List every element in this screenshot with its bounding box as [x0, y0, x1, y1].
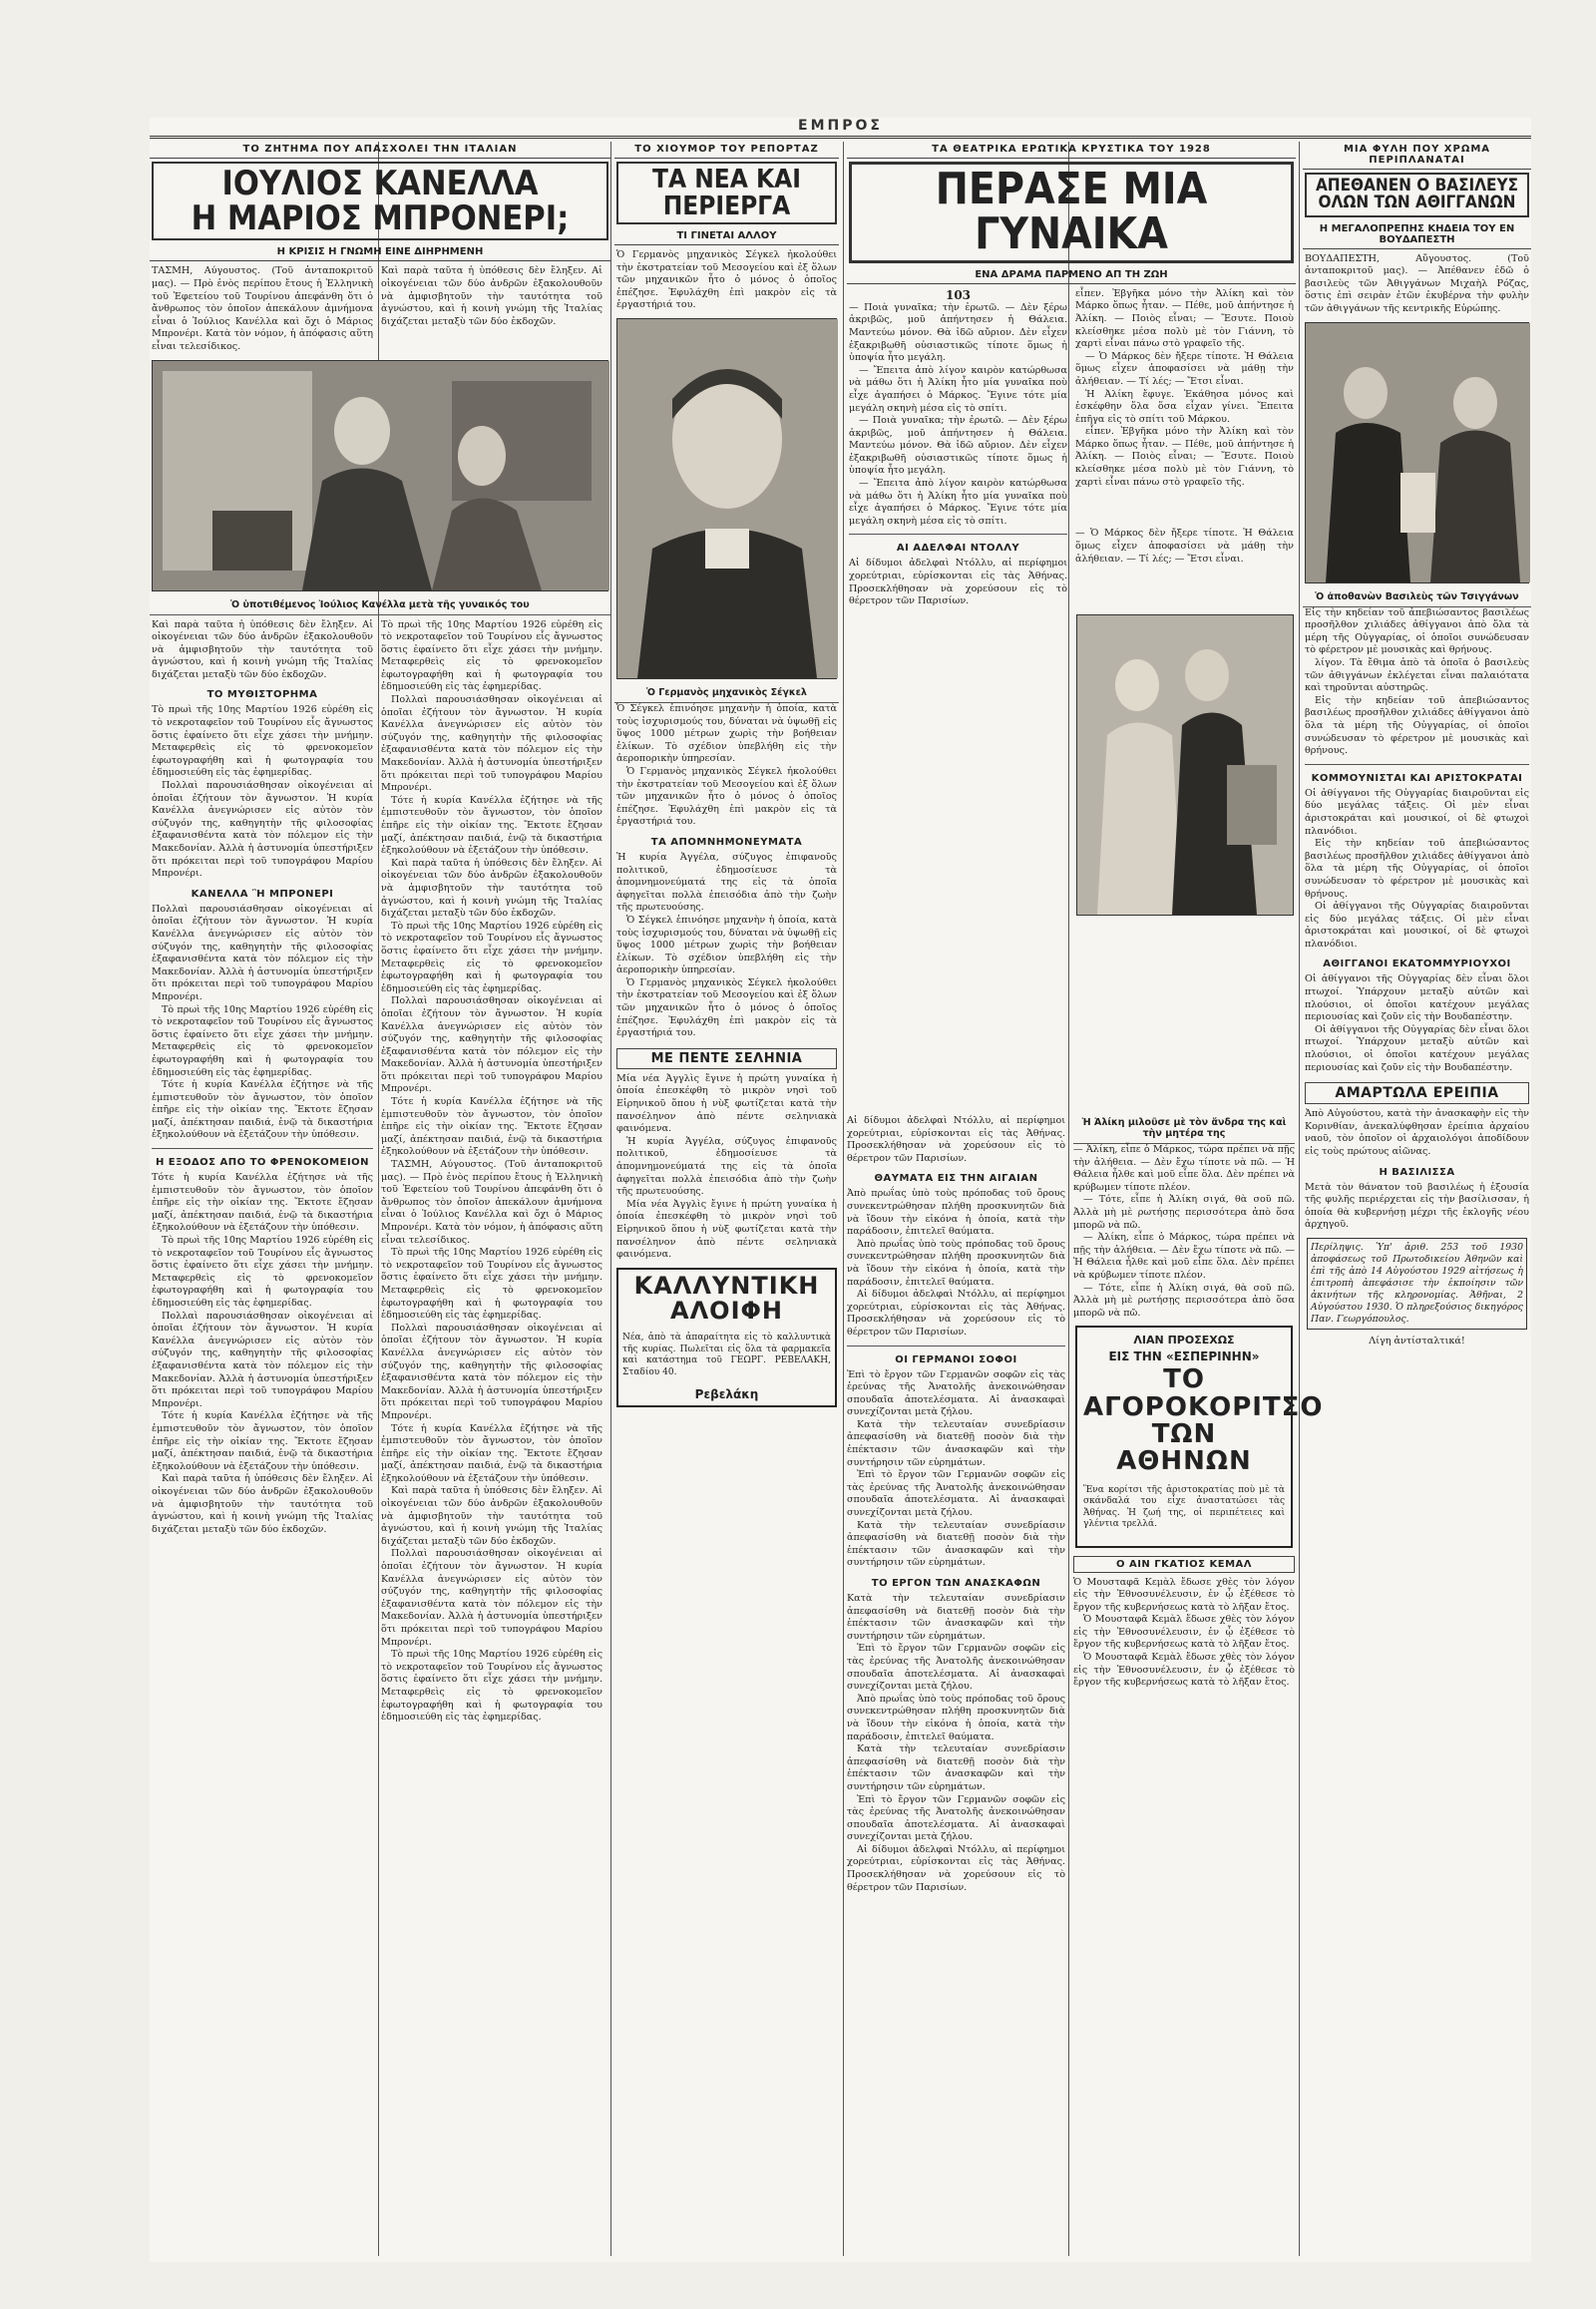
photo-caption: Ὁ Γερμανὸς μηχανικὸς Σέγκελ	[614, 685, 839, 703]
ad-footer: Ρεβελάκη	[694, 1387, 759, 1402]
article-text: Ἐπὶ τὸ ἔργον τῶν Γερμανῶν σοφῶν εἰς τὰς ἐρεύνας τῆς Ἀνατολῆς ἀνεκοινώθησαν σπουδαῖα ἀποτελέσματα. Αἱ ἀνασκαφαὶ συνεχίζονται μετὰ ζήλου.	[847, 1368, 1065, 1418]
subheading: ΘΑΥΜΑΤΑ ΕΙΣ ΤΗΝ ΑΙΓΑΙΑΝ	[874, 1173, 1038, 1185]
article-gypsy-king	[1303, 142, 1531, 2256]
serial-text: — Ὁ Μάρκος δὲν ἤξερε τίποτε. Ἡ Θάλεια ὅμως εἶχεν ἀποφασίσει νὰ μάθῃ τὴν ἀλήθειαν. — Τί λές; — Ἔτσι εἶναι.	[1075, 350, 1294, 387]
article-text: Εἰς τὴν κηδείαν τοῦ ἀπεβιώσαντος βασιλέως προσῆλθον χιλιάδες ἀθίγγανοι ἀπὸ ὅλα τὰ μέρη τῆς Οὐγγαρίας, οἱ ὁποῖοι συνώδευσαν τὸ φέρετρον μὲ μουσικὰς καὶ θρήνους.	[1305, 838, 1529, 900]
article-text: Ὁ Γερμανὸς μηχανικὸς Σέγκελ ἠκολούθει τὴν ἐκστρατείαν τοῦ Μεσογείου καὶ ἐξ ὅλων τῶν μηχανικῶν ἦτο ὁ μόνος ὁ ὁποῖος ἐπέζησε. Ἐφυλάχθη ἐπὶ μακρὸν εἰς τὰ ἐργαστήριά του.	[616, 765, 837, 828]
advertisement-ointment	[616, 1268, 837, 1407]
article-kanella	[150, 142, 610, 2256]
installment-number: 103	[945, 287, 972, 302]
subheading: Ο ΑΙΝ ΓΚΑΤΙΟΣ ΚΕΜΑΛ	[1073, 1556, 1295, 1573]
column-kicker: ΤΟ ΧΙΟΥΜΟΡ ΤΟΥ ΡΕΠΟΡΤΑΖ	[614, 142, 839, 159]
ad-title: ΚΑΛΛΥΝΤΙΚΗ ΑΛΟΙΦΗ	[633, 1271, 820, 1325]
article-text: Καὶ παρὰ ταῦτα ἡ ὑπόθεσις δὲν ἔληξεν. Αἱ οἰκογένειαι τῶν δύο ἀνδρῶν ἐξακολουθοῦν νὰ ἀμφισβητοῦν τὴν ταυτότητα τοῦ ἀγνώστου, καὶ ἡ κοινὴ γνώμη τῆς Ἰταλίας διχάζεται μεταξὺ τῶν δύο ἐκδοχῶν.	[152, 618, 373, 680]
serial-text: — Ποιὰ γυναῖκα; τὴν ἐρωτῶ. — Δὲν ξέρω ἀκριβῶς, μοῦ ἀπήντησεν ἡ Θάλεια. Μαντεύω μόνον. Θὰ ἰδῶ αὔριον. Δὲν εἶχεν ἐξακριβωθῆ οὐσιαστικῶς τίποτε ὅμως ἡ ὑποψία ἦτο μεγάλη.	[849, 415, 1067, 477]
headline-box	[616, 162, 837, 224]
column-curiosities	[614, 142, 839, 2256]
article-text: Αἱ δίδυμοι ἀδελφαὶ Ντόλλυ, αἱ περίφημοι χορεύτριαι, εὑρίσκονται εἰς τὰς Ἀθήνας. Προσεκλήθησαν νὰ χορεύσουν εἰς τὸ θέρετρον τῶν Παρισίων.	[847, 1843, 1065, 1893]
ad-text: Νέα, ἀπὸ τὰ ἀπαραίτητα εἰς τὸ καλλυντικὰ τῆς κυρίας. Πωλεῖται εἰς ὅλα τὰ φαρμακεῖα καὶ κατάστημα τοῦ ΓΕΩΡΓ. ΡΕΒΕΛΑΚΗ, Σταδίου 40.	[622, 1333, 831, 1377]
subheading: Η ΒΑΣΙΛΙΣΣΑ	[1379, 1166, 1455, 1178]
serial-kicker: ΤΑ ΘΕΑΤΡΙΚΑ ΕΡΩΤΙΚΑ ΚΡΥΣΤΙΚΑ ΤΟΥ 1928	[847, 142, 1296, 159]
legal-notice: Περίληψις. Ὑπ' ἀριθ. 253 τοῦ 1930 ἀποφάσεως τοῦ Πρωτοδικείου Ἀθηνῶν καὶ ἐπὶ τῆς ἀπὸ 14 Αὐγούστου 1929 αἰτήσεως ἡ ἐπιτροπὴ ἀπεφάσισε τὴν ἐκποίησιν τῶν ἀκινήτων τῆς κληρονομίας. Ἀθῆναι, 2 Αὐγούστου 1930. Ὁ πληρεξούσιος δικηγόρος Παν. Γεωργόπουλος.	[1307, 1238, 1527, 1330]
article-text: Οἱ ἀθίγγανοι τῆς Οὐγγαρίας δὲν εἶναι ὅλοι πτωχοί. Ὑπάρχουν μεταξὺ αὐτῶν καὶ πλούσιοι, οἱ ὁποῖοι κατέχουν μεγάλας περιουσίας καὶ ζοῦν εἰς τὴν Βουδαπέστην.	[1305, 973, 1529, 1023]
article-text: Ἀπὸ πρωΐας ὑπὸ τοὺς πρόποδας τοῦ ὄρους συνεκεντρώθησαν πλήθη προσκυνητῶν διὰ νὰ ἴδουν τὴν εἰκόνα ἡ ὁποία, κατὰ τὴν παράδοσιν, ἐπιτελεῖ θαύματα.	[847, 1188, 1065, 1238]
headline: ΙΟΥΛΙΟΣ ΚΑΝΕΛΛΑ	[221, 164, 539, 203]
article-kicker: ΜΙΑ ΦΥΛΗ ΠΟΥ ΧΡΩΜΑ ΠΕΡΙΠΛΑΝΑΤΑΙ	[1303, 142, 1531, 170]
article-text: Ὁ Γερμανὸς μηχανικὸς Σέγκελ ἠκολούθει τὴν ἐκστρατείαν τοῦ Μεσογείου καὶ ἐξ ὅλων τῶν μηχανικῶν ἦτο ὁ μόνος ὁ ὁποῖος ἐπέζησε. Ἐφυλάχθη ἐπὶ μακρὸν εἰς τὰ ἐργαστήριά του.	[616, 249, 837, 311]
article-text: Μία νέα Ἀγγλὶς ἔγινε ἡ πρώτη γυναίκα ἡ ὁποία ἐπεσκέφθη τὸ μικρὸν νησὶ τοῦ Εἰρηνικοῦ ὅπου ἡ νὺξ φωτίζεται κατὰ τὴν πανσέληνον ἀπὸ πέντε σεληνιακὰ φαινόμενα.	[616, 1198, 837, 1261]
photo-caption: Ἡ Ἀλίκη μιλοῦσε μὲ τὸν ἄνδρα της καὶ τὴν μητέρα της	[1073, 1115, 1295, 1144]
article-text: Καὶ παρὰ ταῦτα ἡ ὑπόθεσις δὲν ἔληξεν. Αἱ οἰκογένειαι τῶν δύο ἀνδρῶν ἐξακολουθοῦν νὰ ἀμφισβητοῦν τὴν ταυτότητα τοῦ ἀγνώστου, καὶ ἡ κοινὴ γνώμη τῆς Ἰταλίας διχάζεται μεταξὺ τῶν δύο ἐκδοχῶν.	[381, 265, 602, 327]
column-rule	[1299, 142, 1300, 2256]
article-text: Τότε ἡ κυρία Κανέλλα ἐζήτησε νὰ τῆς ἐμπιστευθοῦν τὸν ἄγνωστον, τὸν ὁποῖον ἐπῆρε εἰς τὴν οἰκίαν της. Ἔκτοτε ἔζησαν μαζί, ἀπέκτησαν παιδιά, ἐνῷ τὰ δικαστήρια ἐξηκολούθουν νὰ ἐξετάζουν τὴν ὑπόθεσιν.	[152, 1079, 373, 1141]
article-text: Μία νέα Ἀγγλὶς ἔγινε ἡ πρώτη γυναίκα ἡ ὁποία ἐπεσκέφθη τὸ μικρὸν νησὶ τοῦ Εἰρηνικοῦ ὅπου ἡ νὺξ φωτίζεται κατὰ τὴν πανσέληνον ἀπὸ πέντε σεληνιακὰ φαινόμενα.	[616, 1072, 837, 1135]
article-text: Καὶ παρὰ ταῦτα ἡ ὑπόθεσις δὲν ἔληξεν. Αἱ οἰκογένειαι τῶν δύο ἀνδρῶν ἐξακολουθοῦν νὰ ἀμφισβητοῦν τὴν ταυτότητα τοῦ ἀγνώστου, καὶ ἡ κοινὴ γνώμη τῆς Ἰταλίας διχάζεται μεταξὺ τῶν δύο ἐκδοχῶν.	[381, 1485, 602, 1547]
photo-kanella	[152, 360, 608, 591]
article-deck: Η ΚΡΙΣΙΣ Η ΓΝΩΜΗ ΕΙΝΕ ΔΙΗΡΗΜΕΝΗ	[150, 243, 610, 261]
top-rule	[150, 136, 1531, 139]
headline-box	[152, 162, 608, 240]
article-text: Οἱ ἀθίγγανοι τῆς Οὐγγαρίας διαιροῦνται εἰς δύο μεγάλας τάξεις. Οἱ μὲν εἶναι ἀριστοκράται καὶ μουσικοί, οἱ δὲ φτωχοὶ πλανόδιοι.	[1305, 901, 1529, 950]
subheading: Η ΕΞΟΔΟΣ ΑΠΟ ΤΟ ΦΡΕΝΟΚΟΜΕΙΟΝ	[155, 1157, 370, 1169]
subheading: ΚΑΝΕΛΛΑ Ἢ ΜΠΡΟΝΕΡΙ	[191, 888, 334, 900]
serial-text: — Ἔπειτα ἀπὸ λίγον καιρὸν κατώρθωσα νὰ μάθω ὅτι ἡ Ἀλίκη ἦτο μία γυναῖκα ποὺ εἶχε ἀγαπήσει ὁ Μάρκος. Ἔγινε τότε μία μεγάλη σκηνὴ μέσα εἰς τὸ σπίτι.	[849, 364, 1067, 414]
serial-text: εἶπεν. Ἐβγῆκα μόνο τὴν Ἀλίκη καὶ τὸν Μάρκο ὅπως ἦταν. — Πέθε, μοῦ ἀπήντησε ἡ Ἀλίκη. — Ποιὸς εἶναι; — Ἔσυτε. Ποιοὺ κλείσθηκε μέσα πολὺ μὲ τὸν Γιάννη, τὸ χαρτὶ εἶναι πάνω στὸ γραφεῖο τῆς.	[1075, 426, 1294, 488]
subheading: ΑΘΙΓΓΑΝΟΙ ΕΚΑΤΟΜΜΥΡΙΟΥΧΟΙ	[1323, 959, 1511, 970]
article-text: Ὁ Σέγκελ ἐπινόησε μηχανὴν ἡ ὁποία, κατὰ τοὺς ἰσχυρισμούς του, δύναται νὰ ὑψωθῇ εἰς ὕψος 1000 μέτρων χωρὶς τὴν βοήθειαν ἑλίκων. Τὸ σχέδιον ὑπεβλήθη εἰς τὴν ἀεροπορικὴν ὑπηρεσίαν.	[616, 914, 837, 976]
article-text: ΤΑΣΜΗ, Αύγουστος. (Τοῦ ἀνταποκριτοῦ μας). — Πρὸ ἑνὸς περίπου ἔτους ἡ Ἑλληνικὴ τοῦ Ἐφετείου τοῦ Τουρίνου ἀπεφάνθη ὅτι ὁ ἄνθρωπος τὸν ὁποῖον ἀπεκάλουν ἀμνήμονα εἶναι ὁ Ἰούλιος Κανέλλα καὶ ὄχι ὁ Μάριος Μπρονέρι. Κατὰ τὸν νόμον, ἡ ἀπόφασις αὕτη εἶναι τελεσίδικος.	[381, 1159, 602, 1246]
headline-box	[1305, 173, 1529, 217]
article-deck: Η ΜΕΓΑΛΟΠΡΕΠΗΣ ΚΗΔΕΙΑ ΤΟΥ ΕΝ ΒΟΥΔΑΠΕΣΤΗ	[1303, 220, 1531, 249]
article-text: Αἱ δίδυμοι ἀδελφαὶ Ντόλλυ, αἱ περίφημοι χορεύτριαι, εὑρίσκονται εἰς τὰς Ἀθήνας. Προσεκλήθησαν νὰ χορεύσουν εἰς τὸ θέρετρον τῶν Παρισίων.	[847, 1289, 1065, 1338]
article-text: Τὸ πρωὶ τῆς 10ης Μαρτίου 1926 εὑρέθη εἰς τὸ νεκροταφεῖον τοῦ Τουρίνου εἷς ἄγνωστος ὅστις ἐφαίνετο ὅτι εἶχε χάσει τὴν μνήμην. Μεταφερθεὶς εἰς τὸ φρενοκομεῖον ἐφωτογραφήθη καὶ ἡ φωτογραφία του ἐδημοσιεύθη εἰς τὰς ἐφημερίδας.	[152, 1235, 373, 1309]
article-text: Πολλαὶ παρουσιάσθησαν οἰκογένειαι αἱ ὁποῖαι ἐζήτουν τὸν ἄγνωστον. Ἡ κυρία Κανέλλα ἀνεγνώρισεν εἰς αὐτὸν τὸν σύζυγόν της, καθηγητὴν τῆς φιλοσοφίας ἐξαφανισθέντα κατὰ τὸν πόλεμον εἰς τὴν Μακεδονίαν. Ἀλλὰ ἡ ἀστυνομία ὑπεστήριξεν ὅτι πρόκειται περὶ τοῦ τυπογράφου Μαρίου Μπρονέρι.	[152, 903, 373, 1002]
article-text: Τὸ πρωὶ τῆς 10ης Μαρτίου 1926 εὑρέθη εἰς τὸ νεκροταφεῖον τοῦ Τουρίνου εἷς ἄγνωστος ὅστις ἐφαίνετο ὅτι εἶχε χάσει τὴν μνήμην. Μεταφερθεὶς εἰς τὸ φρενοκομεῖον ἐφωτογραφήθη καὶ ἡ φωτογραφία του ἐδημοσιεύθη εἰς τὰς ἐφημερίδας.	[381, 1247, 602, 1322]
ad-title: ΤΟ ΑΓΟΡΟΚΟΡΙΤΣΟ ΤΩΝ ΑΘΗΝΩΝ	[1083, 1364, 1324, 1477]
newspaper-page	[150, 118, 1531, 2262]
serial-text: — Ἀλίκη, εἶπε ὁ Μάρκος, τώρα πρέπει νὰ πῇς τὴν ἀλήθεια. — Δὲν ἔχω τίποτε νὰ πῶ. — Ἡ Θάλεια ἦλθε καὶ μοῦ εἶπε ὅλα. Δὲν πρέπει νὰ κρύβωμεν τίποτε πλέον.	[1073, 1232, 1295, 1281]
subheading-boxed: ΜΕ ΠΕΝΤΕ ΣΕΛΗΝΙΑ	[616, 1048, 837, 1069]
article-text: Τότε ἡ κυρία Κανέλλα ἐζήτησε νὰ τῆς ἐμπιστευθοῦν τὸν ἄγνωστον, τὸν ὁποῖον ἐπῆρε εἰς τὴν οἰκίαν της. Ἔκτοτε ἔζησαν μαζί, ἀπέκτησαν παιδιά, ἐνῷ τὰ δικαστήρια ἐξηκολούθουν νὰ ἐξετάζουν τὴν ὑπόθεσιν.	[381, 1422, 602, 1484]
article-text: Οἱ ἀθίγγανοι τῆς Οὐγγαρίας διαιροῦνται εἰς δύο μεγάλας τάξεις. Οἱ μὲν εἶναι ἀριστοκράται καὶ μουσικοί, οἱ δὲ φτωχοὶ πλανόδιοι.	[1305, 787, 1529, 837]
article-text: Τὸ πρωὶ τῆς 10ης Μαρτίου 1926 εὑρέθη εἰς τὸ νεκροταφεῖον τοῦ Τουρίνου εἷς ἄγνωστος ὅστις ἐφαίνετο ὅτι εἶχε χάσει τὴν μνήμην. Μεταφερθεὶς εἰς τὸ φρενοκομεῖον ἐφωτογραφήθη καὶ ἡ φωτογραφία του ἐδημοσιεύθη εἰς τὰς ἐφημερίδας.	[152, 704, 373, 779]
serial-text: εἶπεν. Ἐβγῆκα μόνο τὴν Ἀλίκη καὶ τὸν Μάρκο ὅπως ἦταν. — Πέθε, μοῦ ἀπήντησε ἡ Ἀλίκη. — Ποιὸς εἶναι; — Ἔσυτε. Ποιοὺ κλείσθηκε μέσα πολὺ μὲ τὸν Γιάννη, τὸ χαρτὶ εἶναι πάνω στὸ γραφεῖο τῆς.	[1075, 287, 1294, 350]
article-text: Κατὰ τὴν τελευταίαν συνεδρίασιν ἀπεφασίσθη νὰ διατεθῇ ποσὸν διὰ τὴν ἐπέκτασιν τῶν ἀνασκαφῶν καὶ τὴν συντήρησιν τῶν εὑρημάτων.	[847, 1743, 1065, 1792]
article-lead: ΒΟΥΔΑΠΕΣΤΗ, Αὔγουστος. (Τοῦ ἀνταποκριτοῦ μας). — Ἀπέθανεν ἐδῶ ὁ βασιλεὺς τῶν Ἀθιγγάνων Μιχαὴλ Ρόζας, ὅστις ἐπὶ σειρὰν ἐτῶν ἐκυβέρνα τὴν φυλὴν τῶν ἀθιγγάνων τῆς κεντρικῆς Εὐρώπης.	[1305, 252, 1529, 315]
article-text: Ἐπὶ τὸ ἔργον τῶν Γερμανῶν σοφῶν εἰς τὰς ἐρεύνας τῆς Ἀνατολῆς ἀνεκοινώθησαν σπουδαῖα ἀποτελέσματα. Αἱ ἀνασκαφαὶ συνεχίζονται μετὰ ζήλου.	[847, 1643, 1065, 1693]
article-text: λίγον. Τὰ ἔθιμα ἀπὸ τὰ ὁποῖα ὁ βασιλεὺς τῶν ἀθιγγάνων ἐκλέγεται εἶναι παλαιότατα καὶ τηροῦνται αὐστηρῶς.	[1305, 657, 1529, 694]
serial-text: — Ποιὰ γυναῖκα; τὴν ἐρωτῶ. — Δὲν ξέρω ἀκριβῶς, μοῦ ἀπήντησεν ἡ Θάλεια. Μαντεύω μόνον. Θὰ ἰδῶ αὔριον. Δὲν εἶχεν ἐξακριβωθῆ οὐσιαστικῶς τίποτε ὅμως ἡ ὑποψία ἦτο μεγάλη.	[849, 301, 1067, 364]
headline: ΑΠΕΘΑΝΕΝ Ο ΒΑΣΙΛΕΥΣ	[1315, 176, 1519, 195]
headline-line2: ΟΛΩΝ ΤΩΝ ΑΘΙΓΓΑΝΩΝ	[1318, 192, 1516, 213]
column-rule	[843, 142, 844, 2256]
article-text: Ὁ Σέγκελ ἐπινόησε μηχανὴν ἡ ὁποία, κατὰ τοὺς ἰσχυρισμούς του, δύναται νὰ ὑψωθῇ εἰς ὕψος 1000 μέτρων χωρὶς τὴν βοήθειαν ἑλίκων. Τὸ σχέδιον ὑπεβλήθη εἰς τὴν ἀεροπορικὴν ὑπηρεσίαν.	[616, 703, 837, 765]
headline: ΤΑ ΝΕΑ ΚΑΙ ΠΕΡΙΕΡΓΑ	[652, 165, 801, 221]
article-lead: ΤΑΣΜΗ, Αύγουστος. (Τοῦ ἀνταποκριτοῦ μας). — Πρὸ ἑνὸς περίπου ἔτους ἡ Ἑλληνικὴ τοῦ Ἐφετείου τοῦ Τουρίνου ἀπεφάνθη ὅτι ὁ ἄνθρωπος τὸν ὁποῖον ἀπεκάλουν ἀμνήμονα εἶναι ὁ Ἰούλιος Κανέλλα καὶ ὄχι ὁ Μάριος Μπρονέρι. Κατὰ τὸν νόμον, ἡ ἀπόφασις αὕτη εἶναι τελεσίδικος.	[152, 265, 373, 352]
photo-halftone	[1077, 615, 1293, 915]
article-text: Ἡ κυρία Ἀγγέλα, σύζυγος ἐπιφανοῦς πολιτικοῦ, ἐδημοσίευσε τὰ ἀπομνημονεύματά της εἰς τὰ ὁποῖα ἀφηγεῖται πολλὰ ἐπεισόδια ἀπὸ τὴν ζωὴν τῆς πρωτευούσης.	[616, 1135, 837, 1198]
article-text: Τότε ἡ κυρία Κανέλλα ἐζήτησε νὰ τῆς ἐμπιστευθοῦν τὸν ἄγνωστον, τὸν ὁποῖον ἐπῆρε εἰς τὴν οἰκίαν της. Ἔκτοτε ἔζησαν μαζί, ἀπέκτησαν παιδιά, ἐνῷ τὰ δικαστήρια ἐξηκολούθουν νὰ ἐξετάζουν τὴν ὑπόθεσιν.	[152, 1410, 373, 1472]
article-text: Ἀπὸ Αὐγούστου, κατὰ τὴν ἀνασκαφὴν εἰς τὴν Κορινθίαν, ἀνεκαλύφθησαν ἐρείπια ἀρχαίου ναοῦ, τὸν ὁποῖον οἱ ἀρχαιολόγοι ἀποδίδουν εἰς τοὺς πρώτους αἰῶνας.	[1305, 1108, 1529, 1157]
article-text: Ἀπὸ πρωΐας ὑπὸ τοὺς πρόποδας τοῦ ὄρους συνεκεντρώθησαν πλήθη προσκυνητῶν διὰ νὰ ἴδουν τὴν εἰκόνα ἡ ὁποία, κατὰ τὴν παράδοσιν, ἐπιτελεῖ θαύματα.	[847, 1238, 1065, 1288]
headline: ΠΕΡΑΣΕ ΜΙΑ ΓΥΝΑΙΚΑ	[935, 164, 1208, 259]
article-text: Μετὰ τὸν θάνατον τοῦ βασιλέως ἡ ἐξουσία τῆς φυλῆς περιέρχεται εἰς τὴν βασίλισσαν, ἡ ὁποία θὰ κυβερνήσῃ μέχρι τῆς ἐκλογῆς νέου ἀρχηγοῦ.	[1305, 1181, 1529, 1231]
photo-caption: Ὁ ὑποτιθέμενος Ἰούλιος Κανέλλα μετὰ τῆς γυναικός του	[150, 597, 610, 615]
column-news	[847, 1115, 1065, 2256]
column-rule	[610, 142, 611, 2256]
headline-box	[849, 162, 1294, 263]
advertisement-serial	[1075, 1326, 1324, 1547]
article-text: Πολλαὶ παρουσιάσθησαν οἰκογένειαι αἱ ὁποῖαι ἐζήτουν τὸν ἄγνωστον. Ἡ κυρία Κανέλλα ἀνεγνώρισεν εἰς αὐτὸν τὸν σύζυγόν της, καθηγητὴν τῆς φιλοσοφίας ἐξαφανισθέντα κατὰ τὸν πόλεμον εἰς τὴν Μακεδονίαν. Ἀλλὰ ἡ ἀστυνομία ὑπεστήριξεν ὅτι πρόκειται περὶ τοῦ τυπογράφου Μαρίου Μπρονέρι.	[152, 780, 373, 880]
article-text: Τότε ἡ κυρία Κανέλλα ἐζήτησε νὰ τῆς ἐμπιστευθοῦν τὸν ἄγνωστον, τὸν ὁποῖον ἐπῆρε εἰς τὴν οἰκίαν της. Ἔκτοτε ἔζησαν μαζί, ἀπέκτησαν παιδιά, ἐνῷ τὰ δικαστήρια ἐξηκολούθουν νὰ ἐξετάζουν τὴν ὑπόθεσιν.	[381, 1096, 602, 1158]
article-text: Πολλαὶ παρουσιάσθησαν οἰκογένειαι αἱ ὁποῖαι ἐζήτουν τὸν ἄγνωστον. Ἡ κυρία Κανέλλα ἀνεγνώρισεν εἰς αὐτὸν τὸν σύζυγόν της, καθηγητὴν τῆς φιλοσοφίας ἐξαφανισθέντα κατὰ τὸν πόλεμον εἰς τὴν Μακεδονίαν. Ἀλλὰ ἡ ἀστυνομία ὑπεστήριξεν ὅτι πρόκειται περὶ τοῦ τυπογράφου Μαρίου Μπρονέρι.	[381, 995, 602, 1095]
subheading: ΚΟΜΜΟΥΝΙΣΤΑΙ ΚΑΙ ΑΡΙΣΤΟΚΡΑΤΑΙ	[1311, 772, 1523, 784]
article-text: Πολλαὶ παρουσιάσθησαν οἰκογένειαι αἱ ὁποῖαι ἐζήτουν τὸν ἄγνωστον. Ἡ κυρία Κανέλλα ἀνεγνώρισεν εἰς αὐτὸν τὸν σύζυγόν της, καθηγητὴν τῆς φιλοσοφίας ἐξαφανισθέντα κατὰ τὸν πόλεμον εἰς τὴν Μακεδονίαν. Ἀλλὰ ἡ ἀστυνομία ὑπεστήριξεν ὅτι πρόκειται περὶ τοῦ τυπογράφου Μαρίου Μπρονέρι.	[152, 1310, 373, 1409]
column-deck: ΤΙ ΓΙΝΕΤΑΙ ΑΛΛΟΥ	[614, 227, 839, 245]
article-text: Κατὰ τὴν τελευταίαν συνεδρίασιν ἀπεφασίσθη νὰ διατεθῇ ποσὸν διὰ τὴν ἐπέκτασιν τῶν ἀνασκαφῶν καὶ τὴν συντήρησιν τῶν εὑρημάτων.	[847, 1593, 1065, 1642]
subheading: ΑΙ ΑΔΕΛΦΑΙ ΝΤΟΛΛΥ	[896, 543, 1020, 555]
article-text: Τὸ πρωὶ τῆς 10ης Μαρτίου 1926 εὑρέθη εἰς τὸ νεκροταφεῖον τοῦ Τουρίνου εἷς ἄγνωστος ὅστις ἐφαίνετο ὅτι εἶχε χάσει τὴν μνήμην. Μεταφερθεὶς εἰς τὸ φρενοκομεῖον ἐφωτογραφήθη καὶ ἡ φωτογραφία του ἐδημοσιεύθη εἰς τὰς ἐφημερίδας.	[381, 920, 602, 994]
article-text: Οἱ ἀθίγγανοι τῆς Οὐγγαρίας δὲν εἶναι ὅλοι πτωχοί. Ὑπάρχουν μεταξὺ αὐτῶν καὶ πλούσιοι, οἱ ὁποῖοι κατέχουν μεγάλας περιουσίας καὶ ζοῦν εἰς τὴν Βουδαπέστην.	[1305, 1023, 1529, 1073]
photo-alice	[1076, 614, 1294, 916]
ad-kicker: ΛΙΑΝ ΠΡΟΣΕΧΩΣ	[1133, 1334, 1235, 1347]
serial-continued	[1073, 1115, 1324, 2256]
serial-text: — Ὁ Μάρκος δὲν ἤξερε τίποτε. Ἡ Θάλεια ὅμως εἶχεν ἀποφασίσει νὰ μάθῃ τὴν ἀλήθειαν. — Τί λές; — Ἔτσι εἶναι.	[1075, 528, 1294, 565]
article-text: Αἱ δίδυμοι ἀδελφαὶ Ντόλλυ, αἱ περίφημοι χορεύτριαι, εὑρίσκονται εἰς τὰς Ἀθήνας. Προσεκλήθησαν νὰ χορεύσουν εἰς τὸ θέρετρον τῶν Παρισίων.	[849, 558, 1067, 607]
subheading-boxed: ΑΜΑΡΤΩΛΑ ΕΡΕΙΠΙΑ	[1305, 1082, 1529, 1104]
subheading: ΤΟ ΜΥΘΙΣΤΟΡΗΜΑ	[206, 689, 318, 701]
article-text: Τότε ἡ κυρία Κανέλλα ἐζήτησε νὰ τῆς ἐμπιστευθοῦν τὸν ἄγνωστον, τὸν ὁποῖον ἐπῆρε εἰς τὴν οἰκίαν της. Ἔκτοτε ἔζησαν μαζί, ἀπέκτησαν παιδιά, ἐνῷ τὰ δικαστήρια ἐξηκολούθουν νὰ ἐξετάζουν τὴν ὑπόθεσιν.	[152, 1172, 373, 1234]
photo-gypsy-king	[1305, 322, 1529, 583]
closing-line: Λίγη ἀντίσταλτικά!	[1369, 1335, 1465, 1347]
serial-text: — Τότε, εἶπε ἡ Ἀλίκη σιγά, θὰ σοῦ πῶ. Ἀλλὰ μὴ μὲ ρωτήσῃς περισσότερα ἀπὸ ὅσα μπορῶ νὰ πῶ.	[1073, 1282, 1295, 1319]
article-text: Τὸ πρωὶ τῆς 10ης Μαρτίου 1926 εὑρέθη εἰς τὸ νεκροταφεῖον τοῦ Τουρίνου εἷς ἄγνωστος ὅστις ἐφαίνετο ὅτι εἶχε χάσει τὴν μνήμην. Μεταφερθεὶς εἰς τὸ φρενοκομεῖον ἐφωτογραφήθη καὶ ἡ φωτογραφία του ἐδημοσιεύθη εἰς τὰς ἐφημερίδας.	[152, 1003, 373, 1078]
photo-caption: Ὁ ἀποθανὼν Βασιλεὺς τῶν Τσιγγάνων	[1303, 589, 1531, 607]
article-text: Ὁ Μουσταφᾶ Κεμὰλ ἔδωσε χθὲς τὸν λόγον εἰς τὴν Ἐθνοσυνέλευσιν, ἐν ᾧ ἐξέθεσε τὸ ἔργον τῆς κυβερνήσεως κατὰ τὸ λῆξαν ἔτος.	[1073, 1614, 1295, 1651]
article-text: Πολλαὶ παρουσιάσθησαν οἰκογένειαι αἱ ὁποῖαι ἐζήτουν τὸν ἄγνωστον. Ἡ κυρία Κανέλλα ἀνεγνώρισεν εἰς αὐτὸν τὸν σύζυγόν της, καθηγητὴν τῆς φιλοσοφίας ἐξαφανισθέντα κατὰ τὸν πόλεμον εἰς τὴν Μακεδονίαν. Ἀλλὰ ἡ ἀστυνομία ὑπεστήριξεν ὅτι πρόκειται περὶ τοῦ τυπογράφου Μαρίου Μπρονέρι.	[381, 1548, 602, 1648]
article-text: Αἱ δίδυμοι ἀδελφαὶ Ντόλλυ, αἱ περίφημοι χορεύτριαι, εὑρίσκονται εἰς τὰς Ἀθήνας. Προσεκλήθησαν νὰ χορεύσουν εἰς τὸ θέρετρον τῶν Παρισίων.	[847, 1115, 1065, 1164]
article-text: Ἀπὸ πρωΐας ὑπὸ τοὺς πρόποδας τοῦ ὄρους συνεκεντρώθησαν πλήθη προσκυνητῶν διὰ νὰ ἴδουν τὴν εἰκόνα ἡ ὁποία, κατὰ τὴν παράδοσιν, ἐπιτελεῖ θαύματα.	[847, 1693, 1065, 1742]
photo-halftone	[617, 319, 838, 678]
article-text: Κατὰ τὴν τελευταίαν συνεδρίασιν ἀπεφασίσθη νὰ διατεθῇ ποσὸν διὰ τὴν ἐπέκτασιν τῶν ἀνασκαφῶν καὶ τὴν συντήρησιν τῶν εὑρημάτων.	[847, 1418, 1065, 1468]
article-text: Τότε ἡ κυρία Κανέλλα ἐζήτησε νὰ τῆς ἐμπιστευθοῦν τὸν ἄγνωστον, τὸν ὁποῖον ἐπῆρε εἰς τὴν οἰκίαν της. Ἔκτοτε ἔζησαν μαζί, ἀπέκτησαν παιδιά, ἐνῷ τὰ δικαστήρια ἐξηκολούθουν νὰ ἐξετάζουν τὴν ὑπόθεσιν.	[381, 794, 602, 857]
subheading: ΟΙ ΓΕΡΜΑΝΟΙ ΣΟΦΟΙ	[895, 1353, 1017, 1365]
article-text: Εἰς τὴν κηδείαν τοῦ ἀπεβιώσαντος βασιλέως προσῆλθον χιλιάδες ἀθίγγανοι ἀπὸ ὅλα τὰ μέρη τῆς Οὐγγαρίας, οἱ ὁποῖοι συνώδευσαν τὸ φέρετρον μὲ μουσικὰς καὶ θρήνους.	[1305, 694, 1529, 757]
article-text: Ὁ Γερμανὸς μηχανικὸς Σέγκελ ἠκολούθει τὴν ἐκστρατείαν τοῦ Μεσογείου καὶ ἐξ ὅλων τῶν μηχανικῶν ἦτο ὁ μόνος ὁ ὁποῖος ἐπέζησε. Ἐφυλάχθη ἐπὶ μακρὸν εἰς τὰ ἐργαστήριά του.	[616, 976, 837, 1039]
article-text: Ἡ κυρία Ἀγγέλα, σύζυγος ἐπιφανοῦς πολιτικοῦ, ἐδημοσίευσε τὰ ἀπομνημονεύματά της εἰς τὰ ὁποῖα ἀφηγεῖται πολλὰ ἐπεισόδια ἀπὸ τὴν ζωὴν τῆς πρωτευούσης.	[616, 851, 837, 914]
serial-text: — Ἀλίκη, εἶπε ὁ Μάρκος, τώρα πρέπει νὰ πῇς τὴν ἀλήθεια. — Δὲν ἔχω τίποτε νὰ πῶ. — Ἡ Θάλεια ἦλθε καὶ μοῦ εἶπε ὅλα. Δὲν πρέπει νὰ κρύβωμεν τίποτε πλέον.	[1073, 1144, 1295, 1193]
article-text: Εἰς τὴν κηδείαν τοῦ ἀπεβιώσαντος βασιλέως προσῆλθον χιλιάδες ἀθίγγανοι ἀπὸ ὅλα τὰ μέρη τῆς Οὐγγαρίας, οἱ ὁποῖοι συνώδευσαν τὸ φέρετρον μὲ μουσικὰς καὶ θρήνους.	[1305, 606, 1529, 656]
ad-subtitle: ΕΙΣ ΤΗΝ «ΕΣΠΕΡΙΝΗΝ»	[1108, 1349, 1260, 1364]
article-text: Τὸ πρωὶ τῆς 10ης Μαρτίου 1926 εὑρέθη εἰς τὸ νεκροταφεῖον τοῦ Τουρίνου εἷς ἄγνωστος ὅστις ἐφαίνετο ὅτι εἶχε χάσει τὴν μνήμην. Μεταφερθεὶς εἰς τὸ φρενοκομεῖον ἐφωτογραφήθη καὶ ἡ φωτογραφία του ἐδημοσιεύθη εἰς τὰς ἐφημερίδας.	[381, 1649, 602, 1724]
article-text: Ὁ Μουσταφᾶ Κεμὰλ ἔδωσε χθὲς τὸν λόγον εἰς τὴν Ἐθνοσυνέλευσιν, ἐν ᾧ ἐξέθεσε τὸ ἔργον τῆς κυβερνήσεως κατὰ τὸ λῆξαν ἔτος.	[1073, 1652, 1295, 1689]
photo-halftone	[1306, 323, 1530, 582]
article-text: Πολλαὶ παρουσιάσθησαν οἰκογένειαι αἱ ὁποῖαι ἐζήτουν τὸν ἄγνωστον. Ἡ κυρία Κανέλλα ἀνεγνώρισεν εἰς αὐτὸν τὸν σύζυγόν της, καθηγητὴν τῆς φιλοσοφίας ἐξαφανισθέντα κατὰ τὸν πόλεμον εἰς τὴν Μακεδονίαν. Ἀλλὰ ἡ ἀστυνομία ὑπεστήριξεν ὅτι πρόκειται περὶ τοῦ τυπογράφου Μαρίου Μπρονέρι.	[381, 694, 602, 794]
serial-text: — Τότε, εἶπε ἡ Ἀλίκη σιγά, θὰ σοῦ πῶ. Ἀλλὰ μὴ μὲ ρωτήσῃς περισσότερα ἀπὸ ὅσα μπορῶ νὰ πῶ.	[1073, 1194, 1295, 1231]
serial-text: — Ἔπειτα ἀπὸ λίγον καιρὸν κατώρθωσα νὰ μάθω ὅτι ἡ Ἀλίκη ἦτο μία γυναῖκα ποὺ εἶχε ἀγαπήσει ὁ Μάρκος. Ἔγινε τότε μία μεγάλη σκηνὴ μέσα εἰς τὸ σπίτι.	[849, 478, 1067, 527]
headline-line2: Η ΜΑΡΙΟΣ ΜΠΡΟΝΕΡΙ;	[191, 197, 570, 238]
article-text: Ἐπὶ τὸ ἔργον τῶν Γερμανῶν σοφῶν εἰς τὰς ἐρεύνας τῆς Ἀνατολῆς ἀνεκοινώθησαν σπουδαῖα ἀποτελέσματα. Αἱ ἀνασκαφαὶ συνεχίζονται μετὰ ζήλου.	[847, 1469, 1065, 1519]
serial-text: Ἡ Ἀλίκη ἔφυγε. Ἐκάθησα μόνος καὶ ἐσκέφθην ὅλα ὅσα εἶχαν γίνει. Ἔπειτα ἐπῆγα εἰς τὸ σπίτι τοῦ Μάρκου.	[1075, 388, 1294, 425]
article-text: Τὸ πρωὶ τῆς 10ης Μαρτίου 1926 εὑρέθη εἰς τὸ νεκροταφεῖον τοῦ Τουρίνου εἷς ἄγνωστος ὅστις ἐφαίνετο ὅτι εἶχε χάσει τὴν μνήμην. Μεταφερθεὶς εἰς τὸ φρενοκομεῖον ἐφωτογραφήθη καὶ ἡ φωτογραφία του ἐδημοσιεύθη εἰς τὰς ἐφημερίδας.	[381, 618, 602, 693]
article-text: Πολλαὶ παρουσιάσθησαν οἰκογένειαι αἱ ὁποῖαι ἐζήτουν τὸν ἄγνωστον. Ἡ κυρία Κανέλλα ἀνεγνώρισεν εἰς αὐτὸν τὸν σύζυγόν της, καθηγητὴν τῆς φιλοσοφίας ἐξαφανισθέντα κατὰ τὸν πόλεμον εἰς τὴν Μακεδονίαν. Ἀλλὰ ἡ ἀστυνομία ὑπεστήριξεν ὅτι πρόκειται περὶ τοῦ τυπογράφου Μαρίου Μπρονέρι.	[381, 1322, 602, 1421]
article-text: Ὁ Μουσταφᾶ Κεμὰλ ἔδωσε χθὲς τὸν λόγον εἰς τὴν Ἐθνοσυνέλευσιν, ἐν ᾧ ἐξέθεσε τὸ ἔργον τῆς κυβερνήσεως κατὰ τὸ λῆξαν ἔτος.	[1073, 1576, 1295, 1613]
article-text: Ἐπὶ τὸ ἔργον τῶν Γερμανῶν σοφῶν εἰς τὰς ἐρεύνας τῆς Ἀνατολῆς ἀνεκοινώθησαν σπουδαῖα ἀποτελέσματα. Αἱ ἀνασκαφαὶ συνεχίζονται μετὰ ζήλου.	[847, 1793, 1065, 1843]
subheading: ΤΟ ΕΡΓΟΝ ΤΩΝ ΑΝΑΣΚΑΦΩΝ	[871, 1578, 1041, 1589]
article-kicker: ΤΟ ΖΗΤΗΜΑ ΠΟΥ ΑΠΑΣΧΟΛΕΙ ΤΗΝ ΙΤΑΛΙΑΝ	[150, 142, 610, 159]
article-text: Καὶ παρὰ ταῦτα ἡ ὑπόθεσις δὲν ἔληξεν. Αἱ οἰκογένειαι τῶν δύο ἀνδρῶν ἐξακολουθοῦν νὰ ἀμφισβητοῦν τὴν ταυτότητα τοῦ ἀγνώστου, καὶ ἡ κοινὴ γνώμη τῆς Ἰταλίας διχάζεται μεταξὺ τῶν δύο ἐκδοχῶν.	[152, 1473, 373, 1535]
ad-text: Ἕνα κορίτσι τῆς ἀριστοκρατίας ποὺ μὲ τὰ σκάνδαλά του εἶχε ἀναστατώσει τὰς Ἀθήνας. Ἡ ζωή της, οἱ περιπέτειες καὶ γλέντια τρελλά.	[1083, 1484, 1285, 1529]
subheading: ΤΑ ΑΠΟΜΝΗΜΟΝΕΥΜΑΤΑ	[650, 836, 803, 848]
article-text: Καὶ παρὰ ταῦτα ἡ ὑπόθεσις δὲν ἔληξεν. Αἱ οἰκογένειαι τῶν δύο ἀνδρῶν ἐξακολουθοῦν νὰ ἀμφισβητοῦν τὴν ταυτότητα τοῦ ἀγνώστου, καὶ ἡ κοινὴ γνώμη τῆς Ἰταλίας διχάζεται μεταξὺ τῶν δύο ἐκδοχῶν.	[381, 857, 602, 920]
photo-seigel	[616, 318, 837, 679]
article-text: Κατὰ τὴν τελευταίαν συνεδρίασιν ἀπεφασίσθη νὰ διατεθῇ ποσὸν διὰ τὴν ἐπέκτασιν τῶν ἀνασκαφῶν καὶ τὴν συντήρησιν τῶν εὑρημάτων.	[847, 1519, 1065, 1569]
photo-halftone	[153, 361, 609, 590]
masthead: ΕΜΠΡΟΣ	[798, 118, 883, 134]
serial-deck: ΕΝΑ ΔΡΑΜΑ ΠΑΡΜΕΝΟ ΑΠ ΤΗ ΖΩΗ	[847, 266, 1296, 284]
